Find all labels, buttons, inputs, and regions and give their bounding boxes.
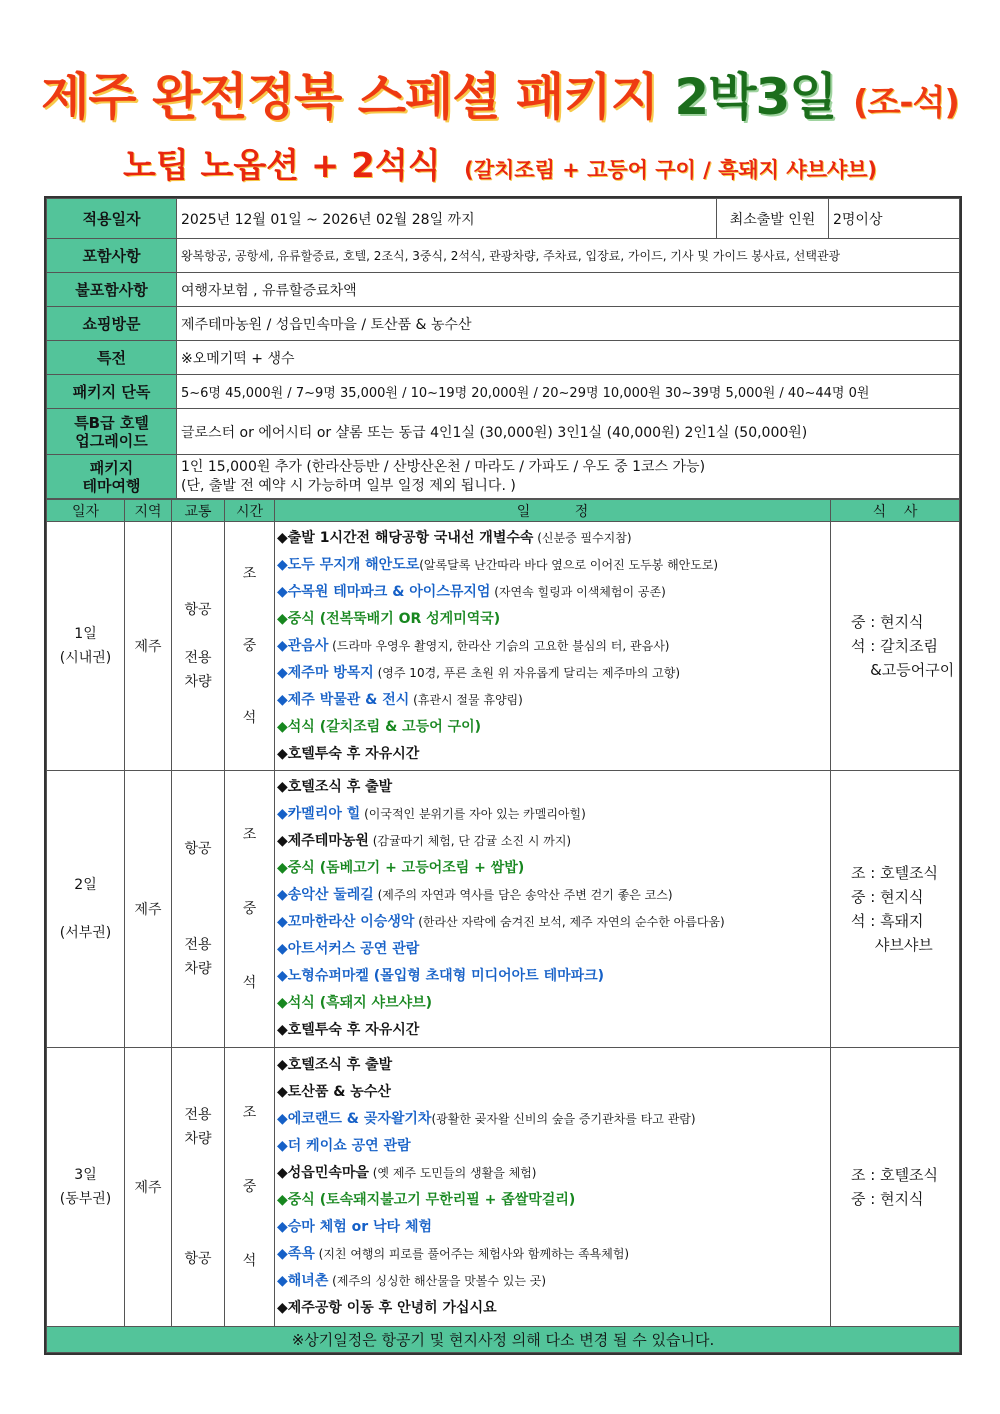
time-cell (225, 1048, 275, 1327)
itinerary-note: (제주의 싱싱한 해산물을 맛볼수 있는 곳) (328, 1274, 547, 1288)
special-label: 특전 (47, 341, 177, 375)
itinerary-main: 토산품 & 농수산 (287, 1084, 391, 1100)
itinerary-note: (드라마 우영우 촬영지, 한라산 기슭의 고요한 불심의 터, 관음사) (328, 638, 670, 653)
itinerary-main: 제주공항 이동 후 안녕히 가십시요 (287, 1300, 497, 1316)
theme-label-line1: 패키지 (89, 458, 134, 477)
itinerary-note: (이국적인 분위기를 자아 있는 카멜리아힐) (360, 807, 586, 821)
itinerary-main: 송악산 둘레길 (287, 887, 374, 903)
footer-row (47, 1327, 960, 1353)
excluded-value: 여행자보험 , 유류할증료차액 (177, 273, 960, 307)
itinerary-item (277, 1017, 830, 1044)
group-label: 패키지 단독 (47, 375, 177, 409)
itinerary-item (277, 1268, 830, 1295)
itinerary-main: 아트서커스 공연 관람 (287, 941, 420, 957)
itinerary-note: (영주 10경, 푸른 초원 위 자유롭게 달리는 제주마의 고향) (373, 665, 681, 680)
time-slot: 중 (242, 901, 257, 917)
diamond-bullet-icon: ◆ (277, 691, 288, 708)
diamond-bullet-icon: ◆ (277, 968, 288, 984)
upgrade-label-line1: 특B급 호텔 (74, 413, 149, 432)
transport-cell (172, 1048, 225, 1327)
diamond-bullet-icon: ◆ (277, 1273, 288, 1289)
time-cell (225, 522, 275, 771)
itinerary-main: 성읍민속마을 (287, 1165, 369, 1181)
diamond-bullet-icon: ◆ (277, 1084, 288, 1100)
transport-text: 전용 (184, 650, 212, 666)
itinerary-main: 에코랜드 & 곶자왈기차 (287, 1111, 432, 1127)
itinerary-item (277, 1295, 830, 1322)
transport-text: 항공 (184, 602, 212, 618)
meal-cell: 조 : 호텔조식 중 : 현지식 석 : 흑돼지 샤브샤브 (831, 771, 960, 1048)
group-value: 5~6명 45,000원 / 7~9명 35,000원 / 10~19명 20,000원 / 20~29명 10,000원 30~39명 5,000원 / 40~44명 0원 (177, 375, 960, 409)
itinerary-main: 관음사 (287, 637, 329, 654)
schedule-header-row (47, 500, 960, 522)
itinerary-main: 족욕 (287, 1246, 315, 1262)
theme-label (47, 455, 177, 499)
itinerary-item (277, 1214, 830, 1241)
itinerary-note: (옛 제주 도민들의 생활을 체험) (368, 1166, 537, 1180)
itinerary-main: 호텔조식 후 출발 (287, 779, 393, 795)
itinerary-item (277, 687, 830, 714)
diamond-bullet-icon: ◆ (277, 529, 288, 546)
period-value: 2025년 12월 01일 ~ 2026년 02월 28일 까지 (177, 199, 717, 239)
day-area: (시내권) (59, 650, 112, 666)
itinerary-main: 중식 (돔베고기 + 고등어조림 + 쌈밥) (287, 860, 525, 876)
transport-cell (172, 771, 225, 1048)
min-people-value: 2명이상 (829, 199, 960, 239)
period-label: 적용일자 (47, 199, 177, 239)
day-row (47, 522, 960, 771)
included-label: 포함사항 (47, 239, 177, 273)
day-area: (서부권) (59, 925, 112, 941)
diamond-bullet-icon: ◆ (277, 941, 288, 957)
itinerary-main: 호텔투숙 후 자유시간 (287, 1022, 420, 1038)
itinerary-note: (휴관시 절물 휴양림) (409, 692, 523, 707)
theme-label-line2: 테마여행 (82, 476, 141, 495)
itinerary-item (277, 552, 830, 579)
day-row (47, 1048, 960, 1327)
day-number: 1일 (74, 626, 97, 642)
diamond-bullet-icon: ◆ (277, 556, 288, 573)
diamond-bullet-icon: ◆ (277, 887, 288, 903)
itinerary-item (277, 525, 830, 552)
region-cell: 제주 (125, 1048, 172, 1327)
diamond-bullet-icon: ◆ (277, 779, 288, 795)
diamond-bullet-icon: ◆ (277, 610, 288, 627)
subtitle-main: 노팁 노옵션 + 2석식 (122, 146, 441, 186)
itinerary-item (277, 1187, 830, 1214)
itinerary-item (277, 774, 830, 801)
transport-cell (172, 522, 225, 771)
diamond-bullet-icon: ◆ (277, 718, 288, 735)
itinerary-item (277, 714, 830, 741)
special-value: ※오메기떡 + 생수 (177, 341, 960, 375)
time-slot: 조 (242, 827, 257, 843)
upgrade-value: 글로스터 or 에어시티 or 샬롬 또는 동급 4인1실 (30,000원) 3인1실 (40,000원) 2인1실 (50,000원) (177, 409, 960, 455)
itinerary-item (277, 1241, 830, 1268)
title-part-package: 스페셜 패키지 (357, 68, 658, 126)
transport-text: 전용 (184, 937, 212, 953)
theme-value (177, 455, 960, 499)
itinerary-main: 석식 (갈치조림 & 고등어 구이) (287, 718, 482, 735)
excluded-label: 불포함사항 (47, 273, 177, 307)
diamond-bullet-icon: ◆ (277, 1111, 288, 1127)
itinerary-item (277, 741, 830, 768)
diamond-bullet-icon: ◆ (277, 995, 288, 1011)
itinerary-main: 제주 박물관 & 전시 (287, 691, 410, 708)
itinerary-item (277, 801, 830, 828)
diamond-bullet-icon: ◆ (277, 664, 288, 681)
upgrade-label (47, 409, 177, 455)
shopping-label: 쇼핑방문 (47, 307, 177, 341)
subtitle (0, 138, 1000, 187)
region-cell: 제주 (125, 771, 172, 1048)
itinerary-note: (지친 여행의 피로를 풀어주는 체험사와 함께하는 족욕체험) (314, 1247, 630, 1261)
upgrade-label-line2: 업그레이드 (75, 431, 148, 450)
transport-text: 차량 (184, 961, 212, 977)
itinerary-main: 제주마 방목지 (287, 664, 374, 681)
time-slot: 석 (242, 1253, 257, 1269)
package-table (44, 196, 962, 1355)
itinerary-main: 도두 무지개 해안도로 (287, 556, 420, 573)
itinerary-main: 카멜리아 힐 (287, 806, 361, 822)
schedule-table (46, 499, 960, 1353)
day-number: 3일 (74, 1167, 97, 1183)
time-slot: 중 (242, 638, 257, 654)
min-people-label: 최소출발 인원 (717, 199, 829, 239)
diamond-bullet-icon: ◆ (277, 1022, 288, 1038)
time-cell (225, 771, 275, 1048)
day-row (47, 771, 960, 1048)
itinerary-item (277, 909, 830, 936)
included-value: 왕복항공, 공항세, 유류할증료, 호텔, 2조식, 3중식, 2석식, 관광차량, 주차료, 입장료, 가이드, 기사 및 가이드 봉사료, 선택관광 (177, 239, 960, 273)
day-cell (47, 522, 125, 771)
itinerary-item (277, 633, 830, 660)
itinerary-main: 승마 체험 or 낙타 체험 (287, 1219, 432, 1235)
footer-note: ※상기일정은 항공기 및 현지사정 의해 다소 변경 될 수 있습니다. (47, 1327, 960, 1353)
itinerary-item (277, 936, 830, 963)
title-part-duration: 2박3일 (674, 68, 837, 126)
diamond-bullet-icon: ◆ (277, 1300, 288, 1316)
diamond-bullet-icon: ◆ (277, 1246, 288, 1262)
itinerary-item (277, 828, 830, 855)
itinerary-main: 호텔조식 후 출발 (287, 1057, 393, 1073)
itinerary-note: (감귤따기 체험, 단 감귤 소진 시 까지) (368, 834, 572, 848)
diamond-bullet-icon: ◆ (277, 1192, 288, 1208)
diamond-bullet-icon: ◆ (277, 745, 288, 762)
col-day: 일자 (47, 500, 125, 522)
itinerary-item (277, 1106, 830, 1133)
diamond-bullet-icon: ◆ (277, 583, 288, 600)
transport-text: 차량 (184, 674, 212, 690)
diamond-bullet-icon: ◆ (277, 1057, 288, 1073)
main-title (0, 62, 1000, 138)
itinerary-cell (275, 1048, 831, 1327)
itinerary-item (277, 1079, 830, 1106)
time-slot: 중 (242, 1179, 257, 1195)
itinerary-main: 호텔투숙 후 자유시간 (287, 745, 420, 762)
transport-text: 항공 (184, 841, 212, 857)
meal-cell: 중 : 현지식 석 : 갈치조림 &고등어구이 (831, 522, 960, 771)
subtitle-detail: (갈치조림 + 고등어 구이 / 흑돼지 샤브샤브) (464, 158, 878, 182)
itinerary-note: (한라산 자락에 숨겨진 보석, 제주 자연의 순수한 아름다움) (414, 915, 725, 929)
itinerary-main: 중식 (전복뚝배기 OR 성게미역국) (287, 610, 501, 627)
title-part-jeju: 제주 (41, 68, 136, 126)
col-transport: 교통 (172, 500, 225, 522)
itinerary-note: (신분증 필수지참) (533, 530, 632, 545)
day-area: (동부권) (59, 1191, 112, 1207)
itinerary-note: (알록달록 난간따라 바다 옆으로 이어진 도두봉 해안도로) (419, 557, 719, 572)
theme-value-line1: 1인 15,000원 추가 (한라산등반 / 산방산온천 / 마라도 / 가파도 / 우도 중 1코스 가능) (181, 458, 706, 475)
diamond-bullet-icon: ◆ (277, 1219, 288, 1235)
itinerary-item (277, 1133, 830, 1160)
itinerary-item (277, 990, 830, 1017)
col-region: 지역 (125, 500, 172, 522)
diamond-bullet-icon: ◆ (277, 860, 288, 876)
time-slot: 조 (242, 1105, 257, 1121)
transport-text: 항공 (184, 1251, 212, 1267)
itinerary-main: 노형슈퍼마켙 (몰입형 초대형 미디어아트 테마파크) (287, 968, 605, 984)
itinerary-item (277, 855, 830, 882)
itinerary-main: 꼬마한라산 이승생악 (287, 914, 415, 930)
itinerary-main: 석식 (흑돼지 샤브샤브) (287, 995, 433, 1011)
diamond-bullet-icon: ◆ (277, 806, 288, 822)
itinerary-main: 출발 1시간전 해당공항 국내선 개별수속 (287, 529, 534, 546)
title-part-conquer: 완전정복 (152, 68, 342, 126)
diamond-bullet-icon: ◆ (277, 1165, 288, 1181)
theme-value-line2: (단, 출발 전 예약 시 가능하며 일부 일정 제외 됩니다. ) (181, 477, 516, 494)
day-number: 2일 (74, 877, 97, 893)
day-cell (47, 1048, 125, 1327)
itinerary-main: 수목원 테마파크 & 아이스뮤지엄 (287, 583, 491, 600)
time-slot: 석 (242, 710, 257, 726)
transport-text: 차량 (184, 1131, 212, 1147)
region-cell: 제주 (125, 522, 172, 771)
day-cell (47, 771, 125, 1048)
itinerary-cell (275, 771, 831, 1048)
schedule-body (47, 522, 960, 1327)
col-meal: 식 사 (831, 500, 960, 522)
itinerary-main: 제주테마농원 (287, 833, 369, 849)
info-table (46, 198, 960, 499)
time-slot: 조 (242, 566, 257, 582)
itinerary-note: (자연속 힐링과 이색체험이 공존) (490, 584, 666, 599)
time-slot: 석 (242, 975, 257, 991)
itinerary-note: (광활한 곶자왈 신비의 숲을 증기관차를 타고 관람) (431, 1112, 696, 1126)
title-part-meals: (조-석) (853, 83, 959, 123)
itinerary-item (277, 579, 830, 606)
itinerary-item (277, 606, 830, 633)
diamond-bullet-icon: ◆ (277, 637, 288, 654)
itinerary-main: 더 케이쇼 공연 관람 (287, 1138, 411, 1154)
diamond-bullet-icon: ◆ (277, 914, 288, 930)
itinerary-main: 해녀촌 (287, 1273, 329, 1289)
itinerary-cell (275, 522, 831, 771)
diamond-bullet-icon: ◆ (277, 833, 288, 849)
itinerary-item (277, 660, 830, 687)
itinerary-item (277, 882, 830, 909)
meal-cell: 조 : 호텔조식 중 : 현지식 (831, 1048, 960, 1327)
shopping-value: 제주테마농원 / 성읍민속마을 / 토산품 & 농수산 (177, 307, 960, 341)
col-time: 시간 (225, 500, 275, 522)
itinerary-item (277, 963, 830, 990)
itinerary-item (277, 1052, 830, 1079)
itinerary-item (277, 1160, 830, 1187)
itinerary-note: (제주의 자연과 역사를 담은 송악산 주변 걷기 좋은 코스) (373, 888, 673, 902)
itinerary-main: 중식 (토속돼지불고기 무한리필 + 좁쌀막걸리) (287, 1192, 576, 1208)
col-itinerary: 일 정 (275, 500, 831, 522)
diamond-bullet-icon: ◆ (277, 1138, 288, 1154)
transport-text: 전용 (184, 1107, 212, 1123)
